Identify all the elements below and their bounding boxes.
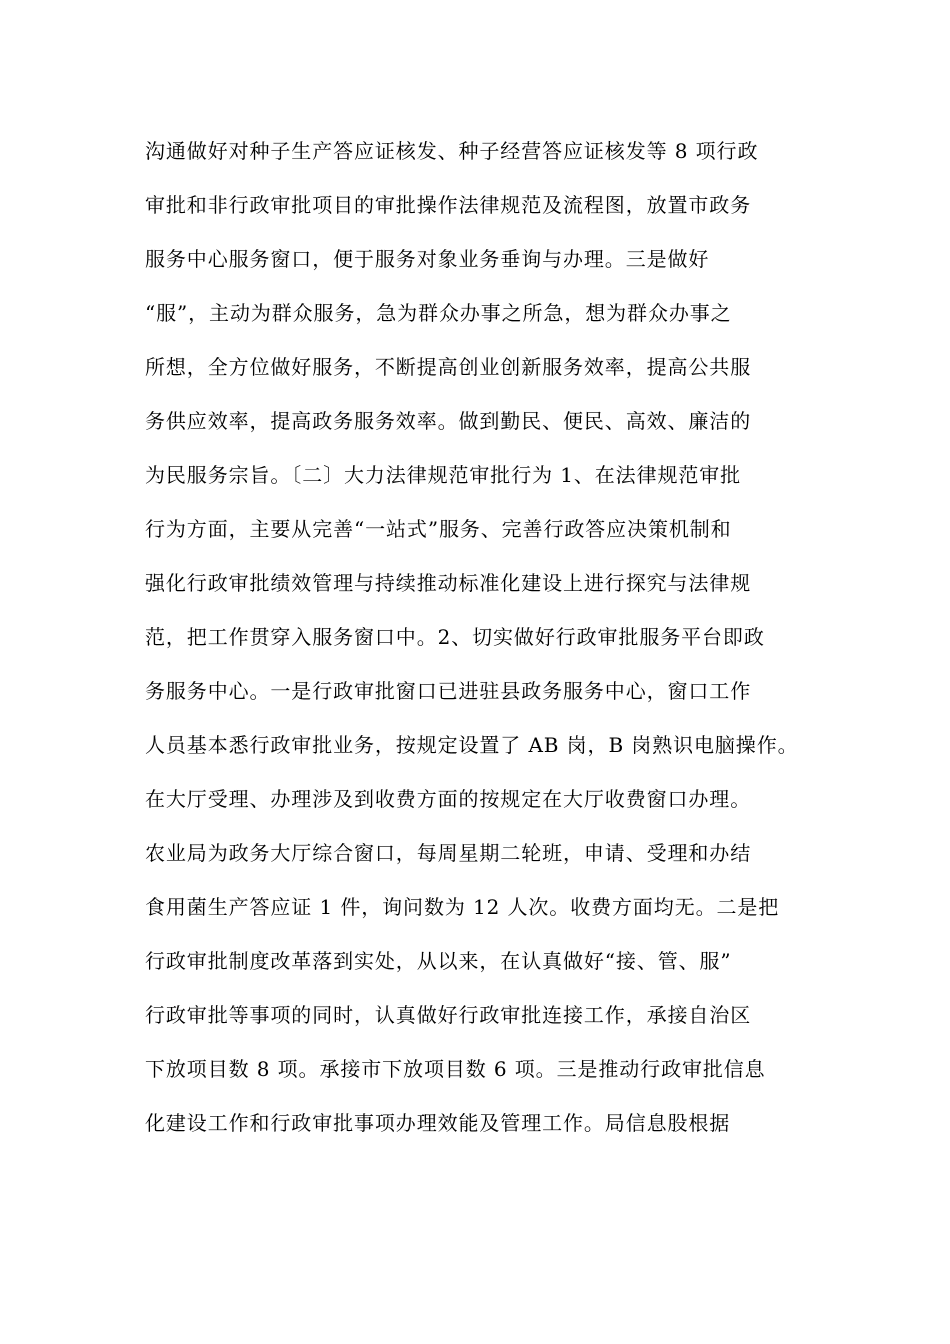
- text-line-9: 强化行政审批绩效管理与持续推动标准化建设上进行探究与法律规: [145, 571, 752, 595]
- text-line-19: 化建设工作和行政审批事项办理效能及管理工作。局信息股根据: [145, 1111, 731, 1135]
- text-line-13: 在大厅受理、办理涉及到收费方面的按规定在大厅收费窗口办理。: [145, 787, 752, 811]
- text-line-18: 下放项目数 8 项。承接市下放项目数 6 项。三是推动行政审批信息: [145, 1057, 766, 1081]
- text-line-1: 沟通做好对种子生产答应证核发、种子经营答应证核发等 8 项行政: [145, 139, 759, 163]
- text-line-14: 农业局为政务大厅综合窗口，每周星期二轮班，申请、受理和办结: [145, 841, 752, 865]
- text-line-15: 食用菌生产答应证 1 件，询问数为 12 人次。收费方面均无。二是把: [145, 895, 780, 919]
- text-line-5: 所想，全方位做好服务，不断提高创业创新服务效率，提高公共服: [145, 355, 752, 379]
- text-line-10: 范，把工作贯穿入服务窗口中。2、切实做好行政审批服务平台即政: [145, 625, 765, 649]
- text-line-6: 务供应效率，提高政务服务效率。做到勤民、便民、高效、廉洁的: [145, 409, 752, 433]
- text-line-2: 审批和非行政审批项目的审批操作法律规范及流程图，放置市政务: [145, 193, 752, 217]
- text-line-17: 行政审批等事项的同时，认真做好行政审批连接工作，承接自治区: [145, 1003, 752, 1027]
- text-line-4: “服”，主动为群众服务，急为群众办事之所急，想为群众办事之: [145, 301, 732, 325]
- text-line-3: 服务中心服务窗口，便于服务对象业务垂询与办理。三是做好: [145, 247, 710, 271]
- text-line-7: 为民服务宗旨。〔二〕大力法律规范审批行为 1、在法律规范审批: [145, 463, 742, 487]
- text-line-16: 行政审批制度改革落到实处，从以来，在认真做好“接、管、服”: [145, 949, 732, 973]
- text-line-11: 务服务中心。一是行政审批窗口已进驻县政务服务中心，窗口工作: [145, 679, 752, 703]
- body-text: [145, 137, 810, 1163]
- text-line-8: 行为方面，主要从完善“一站式”服务、完善行政答应决策机制和: [145, 517, 732, 541]
- text-line-12: 人员基本悉行政审批业务，按规定设置了 AB 岗，B 岗熟识电脑操作。: [145, 733, 799, 757]
